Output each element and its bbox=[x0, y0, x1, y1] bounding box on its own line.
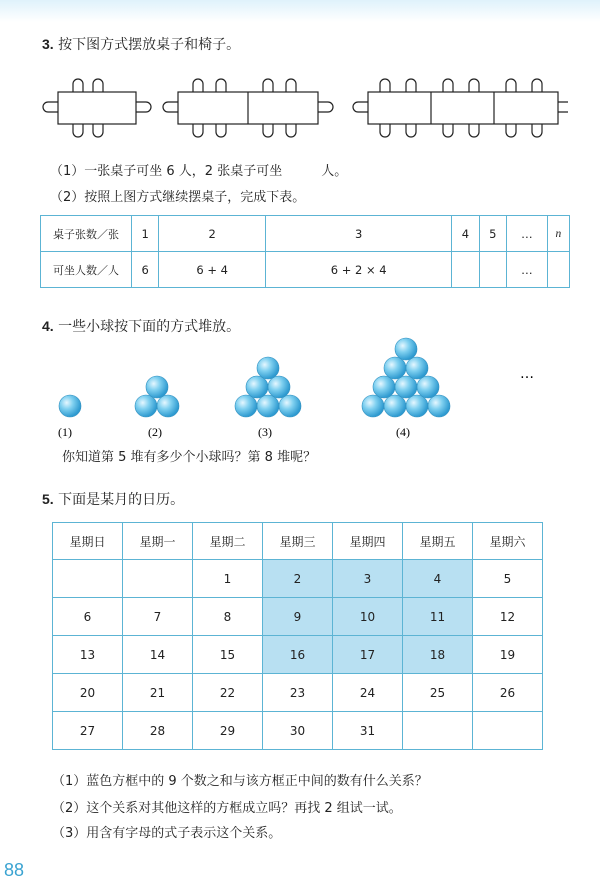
chair bbox=[286, 79, 296, 92]
table-cell: n bbox=[547, 216, 569, 252]
calendar-day-cell: 28 bbox=[123, 712, 193, 750]
ellipsis: … bbox=[520, 366, 534, 382]
ball bbox=[406, 357, 428, 379]
calendar-day-cell: 31 bbox=[333, 712, 403, 750]
table-cell: 4 bbox=[452, 216, 479, 252]
pile-label: (1) bbox=[58, 425, 72, 439]
ball bbox=[59, 395, 81, 417]
chair bbox=[93, 79, 103, 92]
q3-sub1: （1）一张桌子可坐 6 人，2 张桌子可坐 人。 bbox=[50, 164, 348, 179]
q4-question: 你知道第 5 堆有多少个小球吗？第 8 堆呢？ bbox=[62, 450, 317, 465]
chair bbox=[469, 124, 479, 137]
q5-sub3: （3）用含有字母的式子表示这个关系。 bbox=[52, 826, 282, 841]
chair bbox=[93, 124, 103, 137]
pile-label: (4) bbox=[396, 425, 410, 439]
calendar-day-cell: 15 bbox=[193, 636, 263, 674]
weekday-header: 星期六 bbox=[473, 523, 543, 560]
ball bbox=[246, 376, 268, 398]
chair bbox=[532, 79, 542, 92]
chair bbox=[353, 102, 368, 112]
q3-title-text: 按下图方式摆放桌子和椅子。 bbox=[58, 37, 241, 53]
table-cell: 1 bbox=[132, 216, 159, 252]
chair bbox=[380, 79, 390, 92]
calendar-day-cell: 1 bbox=[193, 560, 263, 598]
calendar-day-cell bbox=[123, 560, 193, 598]
table-cell: … bbox=[506, 252, 547, 288]
pile-label: (2) bbox=[148, 425, 162, 439]
table-cell: 可坐人数／人 bbox=[41, 252, 132, 288]
ball bbox=[428, 395, 450, 417]
q5-sub1: （1）蓝色方框中的 9 个数之和与该方框正中间的数有什么关系？ bbox=[52, 774, 428, 789]
table-cell: 6 + 2 × 4 bbox=[266, 252, 452, 288]
chair bbox=[216, 124, 226, 137]
q5-title bbox=[42, 489, 184, 509]
calendar-day-cell: 11 bbox=[403, 598, 473, 636]
table-row bbox=[41, 216, 570, 252]
table-cell: … bbox=[506, 216, 547, 252]
weekday-header: 星期一 bbox=[123, 523, 193, 560]
chair bbox=[43, 102, 58, 112]
table-cell[interactable] bbox=[547, 252, 569, 288]
chair bbox=[163, 102, 178, 112]
chair bbox=[532, 124, 542, 137]
calendar-day-cell bbox=[403, 712, 473, 750]
calendar-day-cell: 10 bbox=[333, 598, 403, 636]
table-cell: 6 bbox=[132, 252, 159, 288]
q4-title-text: 一些小球按下面的方式堆放。 bbox=[58, 319, 241, 335]
calendar-row bbox=[53, 712, 543, 750]
ball bbox=[362, 395, 384, 417]
weekday-header: 星期三 bbox=[263, 523, 333, 560]
calendar-day-cell bbox=[53, 560, 123, 598]
chair bbox=[263, 79, 273, 92]
chair bbox=[443, 79, 453, 92]
table-rect bbox=[368, 92, 558, 124]
chair bbox=[406, 79, 416, 92]
ball bbox=[417, 376, 439, 398]
chair bbox=[216, 79, 226, 92]
ball bbox=[373, 376, 395, 398]
chair bbox=[73, 79, 83, 92]
page-number: 88 bbox=[4, 860, 25, 880]
ball-piles-figure bbox=[0, 330, 600, 440]
calendar-day-cell: 9 bbox=[263, 598, 333, 636]
table-cell: 3 bbox=[266, 216, 452, 252]
weekday-header: 星期二 bbox=[193, 523, 263, 560]
chair bbox=[506, 79, 516, 92]
calendar-day-cell: 6 bbox=[53, 598, 123, 636]
ball bbox=[279, 395, 301, 417]
ball bbox=[257, 357, 279, 379]
calendar-day-cell: 29 bbox=[193, 712, 263, 750]
chair bbox=[469, 79, 479, 92]
calendar-day-cell: 22 bbox=[193, 674, 263, 712]
ball bbox=[157, 395, 179, 417]
table-cell: 2 bbox=[159, 216, 266, 252]
chair bbox=[193, 79, 203, 92]
calendar-day-cell: 30 bbox=[263, 712, 333, 750]
calendar-row bbox=[53, 560, 543, 598]
calendar-day-cell: 2 bbox=[263, 560, 333, 598]
ball bbox=[395, 376, 417, 398]
chair bbox=[506, 124, 516, 137]
calendar-day-cell: 3 bbox=[333, 560, 403, 598]
ball bbox=[135, 395, 157, 417]
table-cell[interactable] bbox=[452, 252, 479, 288]
ball bbox=[384, 395, 406, 417]
calendar-day-cell: 17 bbox=[333, 636, 403, 674]
top-band bbox=[0, 0, 600, 22]
calendar-day-cell: 18 bbox=[403, 636, 473, 674]
calendar-row bbox=[53, 636, 543, 674]
calendar-day-cell: 12 bbox=[473, 598, 543, 636]
q3-sub2: （2）按照上图方式继续摆桌子，完成下表。 bbox=[50, 190, 306, 205]
weekday-header: 星期日 bbox=[53, 523, 123, 560]
ball bbox=[268, 376, 290, 398]
q5-sub2: （2）这个关系对其他这样的方框成立吗？再找 2 组试一试。 bbox=[52, 801, 402, 816]
ball bbox=[395, 338, 417, 360]
calendar-day-cell: 19 bbox=[473, 636, 543, 674]
calendar-table bbox=[52, 522, 543, 750]
table-rect bbox=[58, 92, 136, 124]
weekday-header: 星期四 bbox=[333, 523, 403, 560]
ball bbox=[146, 376, 168, 398]
weekday-header: 星期五 bbox=[403, 523, 473, 560]
q3-number: 3. bbox=[42, 36, 54, 52]
calendar-day-cell: 14 bbox=[123, 636, 193, 674]
calendar-day-cell: 8 bbox=[193, 598, 263, 636]
calendar-row bbox=[53, 598, 543, 636]
ball bbox=[257, 395, 279, 417]
calendar-day-cell: 23 bbox=[263, 674, 333, 712]
calendar-day-cell bbox=[473, 712, 543, 750]
calendar-day-cell: 24 bbox=[333, 674, 403, 712]
calendar-day-cell: 5 bbox=[473, 560, 543, 598]
chair bbox=[73, 124, 83, 137]
table-cell[interactable] bbox=[479, 252, 506, 288]
calendar-day-cell: 21 bbox=[123, 674, 193, 712]
calendar-day-cell: 4 bbox=[403, 560, 473, 598]
chair bbox=[406, 124, 416, 137]
q5-title-text: 下面是某月的日历。 bbox=[58, 492, 185, 508]
table-cell: 桌子张数／张 bbox=[41, 216, 132, 252]
ball bbox=[235, 395, 257, 417]
ball bbox=[406, 395, 428, 417]
calendar-row bbox=[53, 674, 543, 712]
table-chair-figure bbox=[38, 76, 568, 140]
chair bbox=[136, 102, 151, 112]
calendar-day-cell: 20 bbox=[53, 674, 123, 712]
calendar-day-cell: 16 bbox=[263, 636, 333, 674]
calendar-header-row bbox=[53, 523, 543, 560]
table-row bbox=[41, 252, 570, 288]
chair bbox=[263, 124, 273, 137]
calendar-day-cell: 26 bbox=[473, 674, 543, 712]
calendar-day-cell: 27 bbox=[53, 712, 123, 750]
chair bbox=[193, 124, 203, 137]
calendar-day-cell: 13 bbox=[53, 636, 123, 674]
q4-number: 4. bbox=[42, 318, 54, 334]
q3-table bbox=[40, 215, 570, 288]
q5-number: 5. bbox=[42, 491, 54, 507]
ball bbox=[384, 357, 406, 379]
table-cell: 6 + 4 bbox=[159, 252, 266, 288]
chair bbox=[443, 124, 453, 137]
chair bbox=[380, 124, 390, 137]
calendar-day-cell: 25 bbox=[403, 674, 473, 712]
calendar-day-cell: 7 bbox=[123, 598, 193, 636]
pile-label: (3) bbox=[258, 425, 272, 439]
chair bbox=[286, 124, 296, 137]
chair bbox=[558, 102, 568, 112]
chair bbox=[318, 102, 333, 112]
q3-title bbox=[42, 34, 240, 54]
table-cell: 5 bbox=[479, 216, 506, 252]
